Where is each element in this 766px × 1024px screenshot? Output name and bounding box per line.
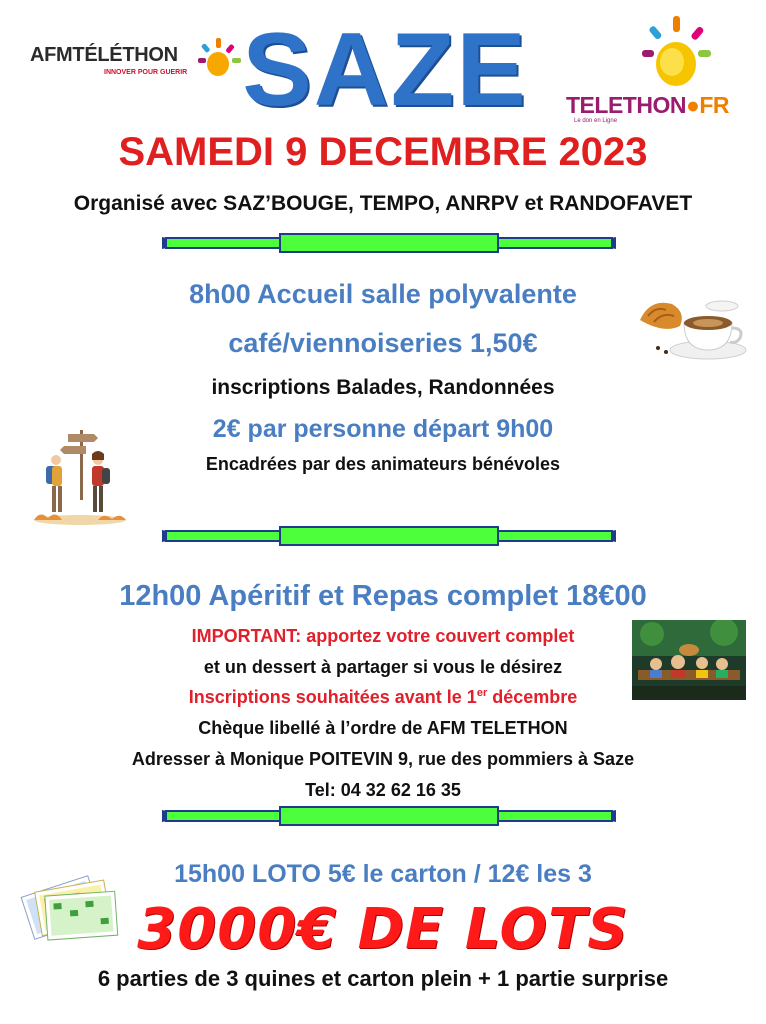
- organisers-line: Organisé avec SAZ’BOUGE, TEMPO, ANRPV et RANDOFAVET: [73, 192, 693, 215]
- loto-prize: 3000€ DE LOTS: [137, 897, 629, 962]
- morning-line-1: 8h00 Accueil salle polyvalente: [189, 279, 577, 309]
- lunch-address-line: Adresser à Monique POITEVIN 9, rue des pommiers à Saze: [131, 749, 635, 769]
- telethon-logo-word: [566, 92, 729, 119]
- deadline-prefix: Inscriptions souhaitées avant le 1: [188, 687, 477, 707]
- separator-banner-icon: [162, 231, 616, 255]
- telethon-fr-logo: [562, 14, 752, 126]
- telethon-sun-icon: [642, 14, 712, 92]
- lunch-heading: 12h00 Apéritif et Repas complet 18€00: [119, 580, 647, 612]
- deadline-sup: er: [476, 687, 488, 699]
- loto-details: 6 parties de 3 quines et carton plein + 1 partie surprise: [97, 966, 669, 991]
- telethon-logo-dot: ●: [685, 92, 700, 118]
- croissant-coffee-icon: [636, 286, 748, 362]
- lunch-cheque-line: Chèque libellé à l’ordre de AFM TELETHON: [198, 718, 568, 738]
- bingo-cards-icon: [16, 866, 122, 944]
- morning-line-5: Encadrées par des animateurs bénévoles: [205, 454, 561, 474]
- feast-picture-icon: [632, 620, 746, 700]
- separator-banner-icon: [162, 524, 616, 548]
- deadline-suffix: décembre: [487, 687, 578, 707]
- morning-line-3: inscriptions Balades, Randonnées: [211, 376, 555, 399]
- afm-telethon-logo: [30, 36, 240, 86]
- lunch-phone-line: Tel: 04 32 62 16 35: [305, 780, 461, 800]
- telethon-logo-fr: FR: [699, 92, 730, 118]
- lunch-dessert-line: et un dessert à partager si vous le désirez: [203, 657, 563, 677]
- afm-logo-tagline: INNOVER POUR GUERIR: [104, 69, 188, 76]
- loto-heading: 15h00 LOTO 5€ le carton / 12€ les 3: [174, 860, 592, 888]
- afm-logo-word: AFMTÉLÉTHON: [30, 44, 178, 66]
- important-label: IMPORTANT:: [191, 626, 302, 646]
- separator-banner-icon: [162, 804, 616, 828]
- event-date: SAMEDI 9 DECEMBRE 2023: [118, 130, 648, 174]
- page-title: SAZE: [242, 12, 528, 128]
- morning-line-4: 2€ par personne départ 9h00: [212, 415, 554, 443]
- hikers-icon: [28, 424, 132, 528]
- telethon-logo-tagline: Le don en Ligne: [574, 118, 618, 124]
- important-text: apportez votre couvert complet: [301, 626, 575, 646]
- telethon-logo-main: TELETHON: [566, 92, 686, 118]
- morning-line-2: café/viennoiseries 1,50€: [228, 328, 538, 358]
